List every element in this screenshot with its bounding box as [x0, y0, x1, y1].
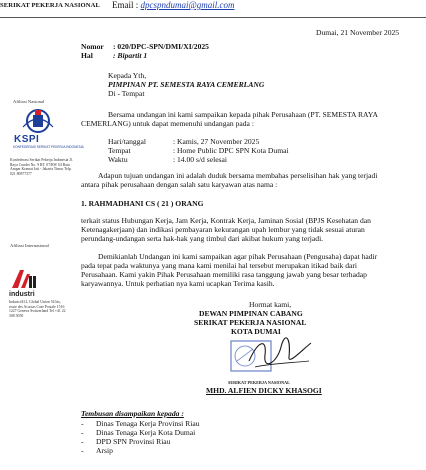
para4-line4: karyawannya. Untuk perhatian nya kami ucapkan Terima kasih. [81, 279, 275, 288]
para1-line1: Bersama undangan ini kami sampaikan kepada pihak Perusahaan (PT. SEMESTA RAYA [108, 110, 378, 119]
cc-item: DPD SPN Provinsi Riau [96, 437, 171, 446]
para2-line2: antara pihak perusahaan dengan salah satu karyawan atas nama : [81, 180, 278, 189]
header-org-name: SERIKAT PEKERJA NASIONAL [0, 2, 100, 9]
para3-line1: terkait status Hubungan Kerja, Jam Kerja, Kontrak Kerja, Jaminan Sosial (BPJS Kesehatan dan [81, 216, 371, 225]
closing: Hormat kami, [249, 300, 292, 309]
industriall-name: industri [9, 291, 35, 298]
national-affiliation-caption: Afiliasi Nasional [13, 99, 45, 104]
employee-name: 1. RAHMADHANI CS ( 21 ) ORANG [81, 199, 204, 208]
cc-title: Tembusan disampaikan kepada : [81, 409, 184, 418]
cc-bullet: - [81, 419, 84, 428]
intl-affiliation-caption: Afiliasi Internasional [10, 243, 49, 248]
kspi-logo-icon [18, 107, 58, 133]
para3-line3: perundang-undangan serta hak-hak yang timbul dari akibat hukum yang terjadi. [81, 234, 324, 243]
sig-org-line3: KOTA DUMAI [231, 327, 281, 336]
schedule-value-place: : Home Public DPC SPN Kota Dumai [173, 146, 289, 155]
industriall-address: IndustriALL Global Union 54 bis, route des Acacias Case Postale 1516 1227 Geneva Switzerland Tel +41 22 308 5050 [9, 300, 66, 318]
header-divider [0, 17, 426, 18]
recipient: PIMPINAN PT. SEMESTA RAYA CEMERLANG [108, 80, 265, 89]
schedule-value-date: : Kamis, 27 November 2025 [173, 137, 260, 146]
place-date: Dumai, 21 November 2025 [316, 28, 400, 37]
signatory-name: MHD. ALFIEN DICKY KHASOGI [206, 386, 322, 395]
header-email [112, 0, 235, 10]
para4-line1: Demikianlah Undangan ini kami sampaikan agar pihak Perusahaan (Pengusaha) dapat hadir [98, 252, 378, 261]
schedule-label-place: Tempat [108, 146, 131, 155]
industriall-logo-icon [10, 266, 36, 290]
cc-item: Dinas Tenaga Kerja Provinsi Riau [96, 419, 200, 428]
para3-line2: Ketenagakerjaan) dan indikasi pembayaran kekurangan upah lembur yang tidak sesuai aturan [81, 225, 365, 234]
stamp-org-label: SERIKAT PEKERJA NASIONAL [228, 380, 290, 385]
para4-line3: Perusahaan. Kami yakin Pihak Perusahaan memiliki rasa tanggung jawab yang besar terhadap [81, 270, 367, 279]
email-label: Email : [112, 0, 139, 10]
kspi-name: KSPI [14, 134, 40, 145]
signature-icon [245, 333, 315, 373]
schedule-label-time: Waktu [108, 155, 128, 164]
para2-line1: Adapun tujuan undangan ini adalah duduk bersama membahas perselisihan hak yang terjadi [98, 171, 378, 180]
schedule-label-date: Hari/tanggal [108, 137, 146, 146]
para1-line2: CEMERLANG) untuk dapat memenuhi undangan pada : [81, 119, 254, 128]
kspi-address: Konfederasi Serikat Pekerja Indonesia Jl. Raya Condet No. 9 RT. 07/RW 04 Batu Ampar Kramat Jati - Jakarta Timur Telp. 021 80877377 [10, 158, 73, 176]
nomor-label: Nomor [81, 42, 104, 51]
schedule-value-time: : 14.00 s/d selesai [173, 155, 227, 164]
hal-label: Hal [81, 51, 93, 60]
kspi-tagline: KONFEDERASI SERIKAT PEKERJA INDONESIA [13, 145, 84, 149]
cc-item: Arsip [96, 446, 113, 455]
at-place: Di - Tempat [108, 89, 145, 98]
cc-bullet: - [81, 446, 84, 455]
to-line: Kepada Yth, [108, 71, 147, 80]
sig-org-line1: DEWAN PIMPINAN CABANG [199, 309, 303, 318]
cc-item: Dinas Tenaga Kerja Kota Dumai [96, 428, 196, 437]
nomor-value: : 020/DPC-SPN/DMI/XI/2025 [113, 42, 209, 51]
cc-bullet: - [81, 437, 84, 446]
email-link[interactable]: dpcspndumai@gmail.com [140, 0, 235, 10]
hal-value: : Bipartit 1 [113, 51, 148, 60]
cc-bullet: - [81, 428, 84, 437]
para4-line2: pada tepat pada waktunya yang mana kami menilai hal tersebut merupakan itikad baik dari [81, 261, 358, 270]
sig-org-line2: SERIKAT PEKERJA NASIONAL [194, 318, 307, 327]
